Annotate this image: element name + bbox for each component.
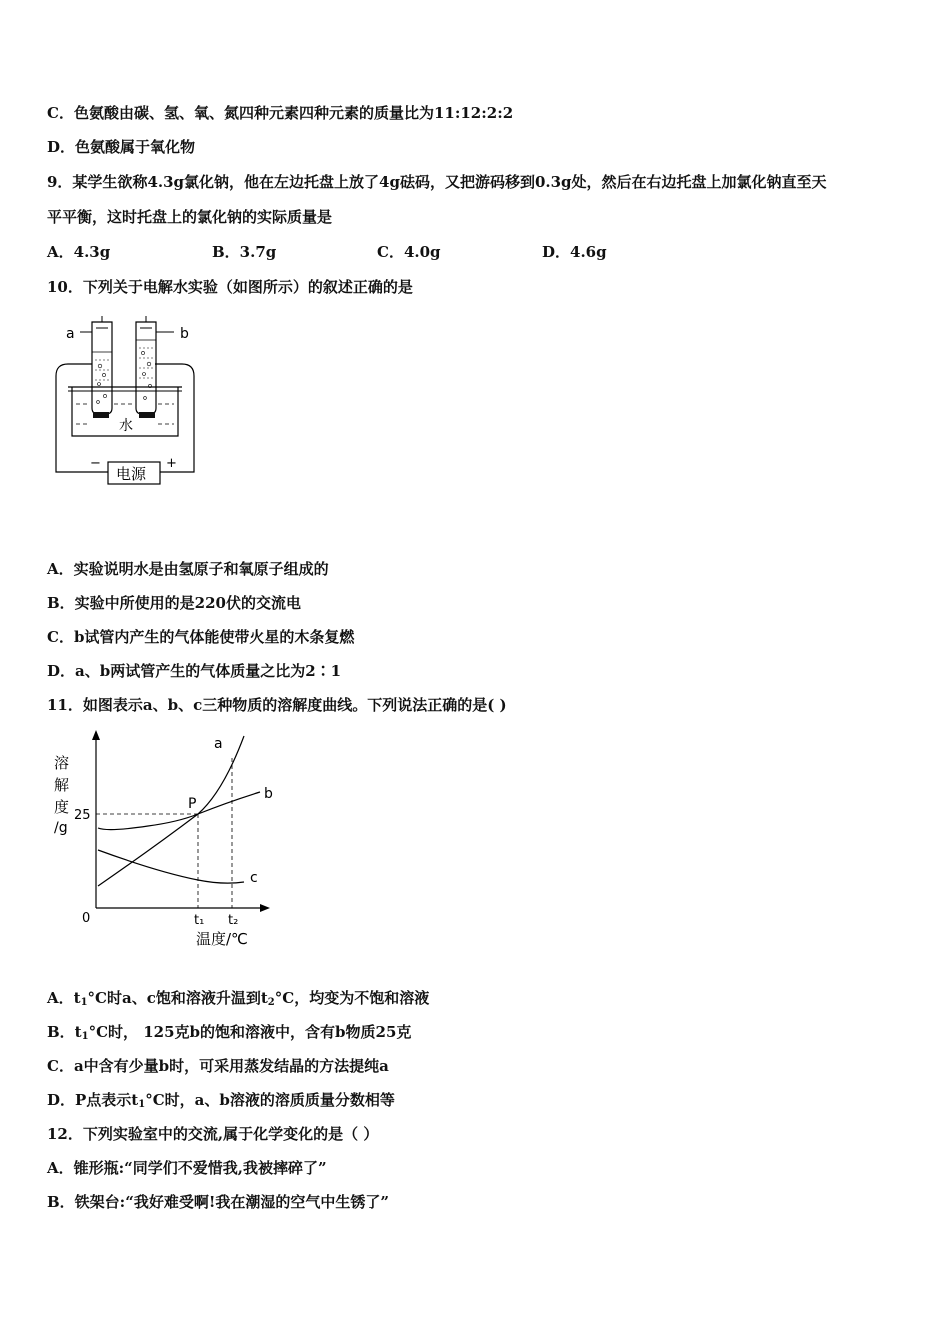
q11-option-b: B．$t_1^\circ C$时， 125克b的饱和溶液中，含有b物质25克: [47, 1023, 412, 1042]
x-tick-t1: t₁: [194, 913, 205, 928]
q12-option-a: A．锥形瓶:“同学们不爱惜我,我被摔碎了”: [47, 1159, 327, 1177]
origin-label: 0: [82, 911, 91, 926]
q9-option-a: A．4.3g: [47, 243, 111, 261]
q12-stem: 12．下列实验室中的交流,属于化学变化的是（ ）: [47, 1125, 379, 1143]
curve-a: [98, 736, 244, 886]
q8-option-d: D．色氨酸属于氧化物: [47, 138, 196, 156]
curve-a-label: a: [214, 736, 223, 752]
curve-c-label: c: [250, 870, 258, 886]
y-label-3: 度: [54, 798, 70, 816]
y-label-4: /g: [54, 820, 68, 836]
q11-option-c: C．a中含有少量b时，可采用蒸发结晶的方法提纯a: [47, 1057, 389, 1075]
q10-option-b: B．实验中所使用的是220伏的交流电: [47, 594, 301, 612]
q9-stem-line2: 平平衡，这时托盘上的氯化钠的实际质量是: [47, 208, 333, 226]
x-axis-label: 温度/℃: [196, 930, 248, 948]
water-label: 水: [119, 418, 133, 434]
solubility-curve-chart: [48, 728, 288, 953]
tube-b-label: b: [180, 326, 189, 342]
positive-terminal: +: [166, 456, 177, 471]
curve-c: [98, 850, 244, 883]
q11-option-d: D．P点表示$t_1^\circ C$时，a、b溶液的溶质质量分数相等: [47, 1091, 395, 1110]
negative-terminal: −: [90, 456, 101, 471]
curve-b: [98, 792, 260, 830]
y-label-1: 溶: [54, 754, 70, 772]
electrolysis-apparatus-figure: [50, 312, 210, 492]
y-label-2: 解: [54, 776, 70, 794]
power-supply-label: 电源: [116, 465, 147, 483]
x-tick-t2: t₂: [228, 913, 239, 928]
q10-stem: 10．下列关于电解水实验（如图所示）的叙述正确的是: [47, 278, 413, 296]
q10-option-a: A．实验说明水是由氢原子和氧原子组成的: [47, 560, 329, 578]
q9-option-d: D．4.6g: [542, 243, 607, 261]
point-p-label: P: [188, 796, 197, 812]
q8-option-c: C．色氨酸由碳、氢、氧、氮四种元素四种元素的质量比为11:12:2:2: [47, 104, 514, 122]
q10-option-d: D．a、b两试管产生的气体质量之比为2∶1: [47, 662, 342, 680]
q9-option-b: B．3.7g: [212, 243, 277, 261]
q9-stem-line1: 9．某学生欲称4.3g氯化钠，他在左边托盘上放了4g砝码，又把游码移到0.3g处，然后在右边托盘上加氯化钠直至天: [47, 173, 827, 191]
tube-a-label: a: [66, 326, 75, 342]
q11-option-a: A．$t_1^\circ C$时a、c饱和溶液升温到$t_2^\circ C$，均变为不饱和溶液: [47, 989, 430, 1008]
q9-option-c: C．4.0g: [377, 243, 441, 261]
q12-option-b: B．铁架台:“我好难受啊!我在潮湿的空气中生锈了”: [47, 1193, 390, 1211]
curve-b-label: b: [264, 786, 273, 802]
q11-stem: 11．如图表示a、b、c三种物质的溶解度曲线。下列说法正确的是( ): [47, 696, 507, 714]
q10-option-c: C．b试管内产生的气体能使带火星的木条复燃: [47, 628, 355, 646]
y-tick-25: 25: [74, 808, 91, 823]
